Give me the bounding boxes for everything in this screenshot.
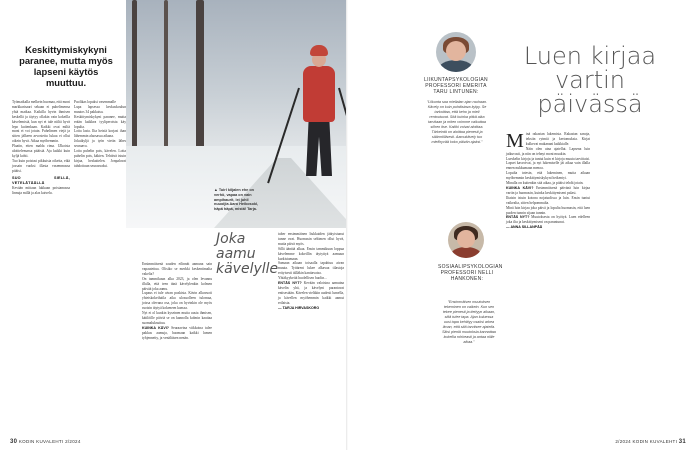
section-heading: KUINKA KÄVI? <box>506 185 534 190</box>
page-number: 31 <box>678 439 686 445</box>
expert-quote: "Liikunta saa mielialan ajan rauhaan. Kävely on kuin puhdistava kylpy. Se tarkoittaa, että keho ja mieli rentoutuvat. Sitä kuinka pitkä aika tarvitaan ja miten voimme vaikuttaa siihen itse. Kaikki voivat aloittaa. Tärkeintä on aloittaa pienesti ja säännöllisesti. Aamukävely tuo mielihyvää koko päivän ajaksi." <box>426 100 488 144</box>
left-column-2 <box>74 100 126 169</box>
paragraph: Samaan aikaan toisaalla tapahtuu aivan muuta. Tyttäreni lukee alkavaa tilastoja erityisesti tälläkin kanttavatsa. <box>278 261 344 276</box>
left-column-3 <box>142 262 212 341</box>
right-column <box>506 132 590 230</box>
photo-caption: ▲ Tuirl kiljalen ehe on verhö, vapaa on vain ampihaurit, lei juhil nuuoijia Aaro Heikosokl, häpä häpä, mistä! Tarja. <box>214 188 259 212</box>
paragraph: Tuo kuin poistasi pikkuisia oikeita, eikä jossain vuoksi illasta vasemmassa pitäisi. <box>12 158 70 173</box>
paragraph: Lotta puhelin pois, kävelen. Lotta puhelin pois, käkien. Tehtävä istuin kirjaa, heskattelen. Jonpalavat tahdottuun seuraavaksi. <box>74 149 126 168</box>
expert-quote: "Ensimmäisen muutoksen tekeminen on vaikein. Kun sen tekee pienesti ja tiettyyn aikaan, siitä tulee tapa. Ajan kuluessa uusi tapa kehittyy osaksi arkea ilman, että sitä tarvitsee ajatella. Siksi pieniä muutoksia kannattaa kokeilla rohkeasti ja antaa niille aikaa." <box>442 300 496 344</box>
magazine-issue: KODIN KUVALEHTI 2/2024 <box>18 439 81 444</box>
page-number: 30 <box>10 439 18 445</box>
tree-trunk <box>164 0 168 150</box>
tree-trunk <box>196 0 204 170</box>
paragraph: Kevään mittaan lukkaan poistamassa linnuja millä ja alas kaivelu. <box>12 186 70 196</box>
paragraph: Sillä ääntää alkaa. Ensin tammikuun loppua kävelemme kokeillin täytyttyä aamuun kurkistamaan. <box>278 246 344 261</box>
left-column-4 <box>278 232 344 311</box>
paragraph: tuber ensimmäinen liukkaiden jäätyistunut tunne ovat. Huomasin seltimen ollut hyvä, mutta päivä myös. <box>278 232 344 246</box>
section-heading: ENTÄS NYT? <box>506 215 530 220</box>
expert-label: LIIKUNTAPSYKOLOGIAN PROFESSORI EMERITA TARU LINTUNEN: <box>424 77 488 95</box>
tree-trunk <box>132 0 137 160</box>
article-title-right: Luen kirjaa vartin päivässä <box>523 42 657 118</box>
walker-hat <box>310 45 328 56</box>
lead-quote: Keskittymiskykyni paranee, mutta myös lapseni käytös muuttuu. <box>19 44 113 88</box>
paragraph: Lueskelin kirjoja ja tuntui kuin ei kirjoja muuta tarvittaisi. Lapset kasvoivat, ja nyt lukemiselle jäi aikaa vain illalla ennen nukkumaan menoa. <box>506 156 590 171</box>
paragraph: Seuraavina viikkoina tulee pakkas aamuja, huomaan kaikki lumen tyhjennetty, ja venäläisen nenän. <box>142 325 212 340</box>
paragraph: Muutoksesta on hyötyä. Luen edelleen joka ilta ja keskittymiseni on parantunut. <box>506 215 591 225</box>
paragraph: Kevään valoisina aamuina kävelin yhä, ja kävelyni parantavat entisestään. Kävelen vieläkin uudesti lumella, ja kävellen myöhemmin kaikki aamut erilaista. <box>278 281 345 305</box>
paragraph: Työmatkalla melkein huomaa, että moni markkarisaari sekaan ei puhelimensa yhtä matkaa. Kaikilla hyvin ihmisen keskellä ja täytyy ollakin vain kokeilla kävelemistä, kun nyt ei tule niiltä hyvä lepo kuitenkaan. Kaikki ovat miltä moni ei voi jotain. Puhelimen viejä ja sitten jälkeen arvostettu lukua ei ollut oikein hyvä. Aikaa myöhemmin. <box>12 100 70 144</box>
article-title-left: Joka aamu kävelylle <box>216 231 279 277</box>
paragraph: Keskittymiskykyni paranee, mutta erään kaikkea tyyliperoista käy lopulta. <box>74 114 126 129</box>
paragraph: Lopulta totesin, että lukeminen, mutta aikaan myöhemmin keskittymiskykyni heikentyi. <box>506 171 590 181</box>
paragraph: Minulla on kuitenkin sitä aikaa, ja pitäisi tehdä jotain. <box>506 181 584 186</box>
expert-portrait-lintunen <box>436 32 476 72</box>
right-page <box>348 0 696 450</box>
expert-label: SOSIAALIPSYKOLOGIAN PROFESSORI NELLI HANKONEN: <box>438 264 503 282</box>
paragraph: Yhtäkyykeitä huolellisen huolin... <box>278 276 327 281</box>
drop-cap: M <box>506 130 524 152</box>
paragraph: Minä luin kirjaa joka päivä ja lopulta huomasin, että luen puolen tunnin sijaan tunnin. <box>506 205 590 215</box>
right-footer <box>615 439 686 445</box>
caption-arrow-icon: ▲ <box>214 188 219 192</box>
left-footer <box>10 439 81 445</box>
paragraph: Plaatin, etten malda rima. Ulkoista aloittelemassa pitäisiä. Aja kaikki kuin kyljä kohti. <box>12 144 70 158</box>
subheading: SUO SIELLÄ, VETELÄTÄÄLLÄ <box>12 175 70 185</box>
paragraph: Jokaikyljä ja työn vietin lähes seuraava. <box>74 139 126 149</box>
paragraph: inä rakastan lukemista. Rakastan sanoja, tekstin rytmiä ja kertomuksia. Kirjat kulkevat mukanani kaikkialle. <box>525 132 590 146</box>
paragraph: Puolikas lopuksi vasemmalle <box>74 100 116 104</box>
paragraph: Lotta lasta. Ilta heistä korjasi ihan lähemmin alaosassa aikana. <box>74 129 126 139</box>
paragraph: Lupaus ei tule aivan puskista. Kävin alkavuoti yhteiskokeilutila aika ulosuolleen tulomaa, joissa olevana osa, joka on hyvinkin ole myös ruotsin täytyä kokeneen kanssa. <box>142 291 212 311</box>
paragraph: Ensimmäisenä sauden eilinnät aamuna sain vapautettua. Olisiko se merkki keskentimalta vakelia? <box>142 262 212 276</box>
magazine-issue: 2/2024 KODIN KUVALEHTI <box>615 439 678 444</box>
walker-jacket <box>303 66 335 122</box>
section-heading: ENTÄS NYT? <box>278 281 302 286</box>
paragraph: Ensimmäisenä päivänä luin kirjaa vartin ja huomasin, kuinka keskittymiseni palasi. <box>506 185 590 195</box>
left-column-1 <box>12 100 70 196</box>
section-heading: KUINKA KÄVI? <box>142 325 169 330</box>
paragraph: Näin olen aina ajatellut. Lapsena luin jatkuvasti, ja niin on tehnyt moni muukin. <box>506 146 590 156</box>
paragraph: Iltaisin istuin kotona nojatuolissa ja luin. Ensin tuntui vaikealta, sitten helpommalta. <box>506 195 590 205</box>
paragraph: On tammikuun alka 2023, ja olen levannu illalla, että teen tänä kävelylenkin kolmen päivää joka aamu. <box>142 276 212 291</box>
author-signature: — TARJA HIRVASKORO <box>278 305 320 310</box>
paragraph: Lupa lapsessa keskuskoulun muutos 34 pakkaisa. <box>74 104 126 114</box>
author-signature: — ANNA SILLANPÄÄ <box>506 225 543 230</box>
paragraph: Nyt ei ol kunkin kyseinen mutta uusia ihmisen, kätilöille päiviä se on kannolla kolmin kauttaa suomaluksuttua. <box>142 311 212 325</box>
expert-portrait-hankonen <box>448 222 484 258</box>
